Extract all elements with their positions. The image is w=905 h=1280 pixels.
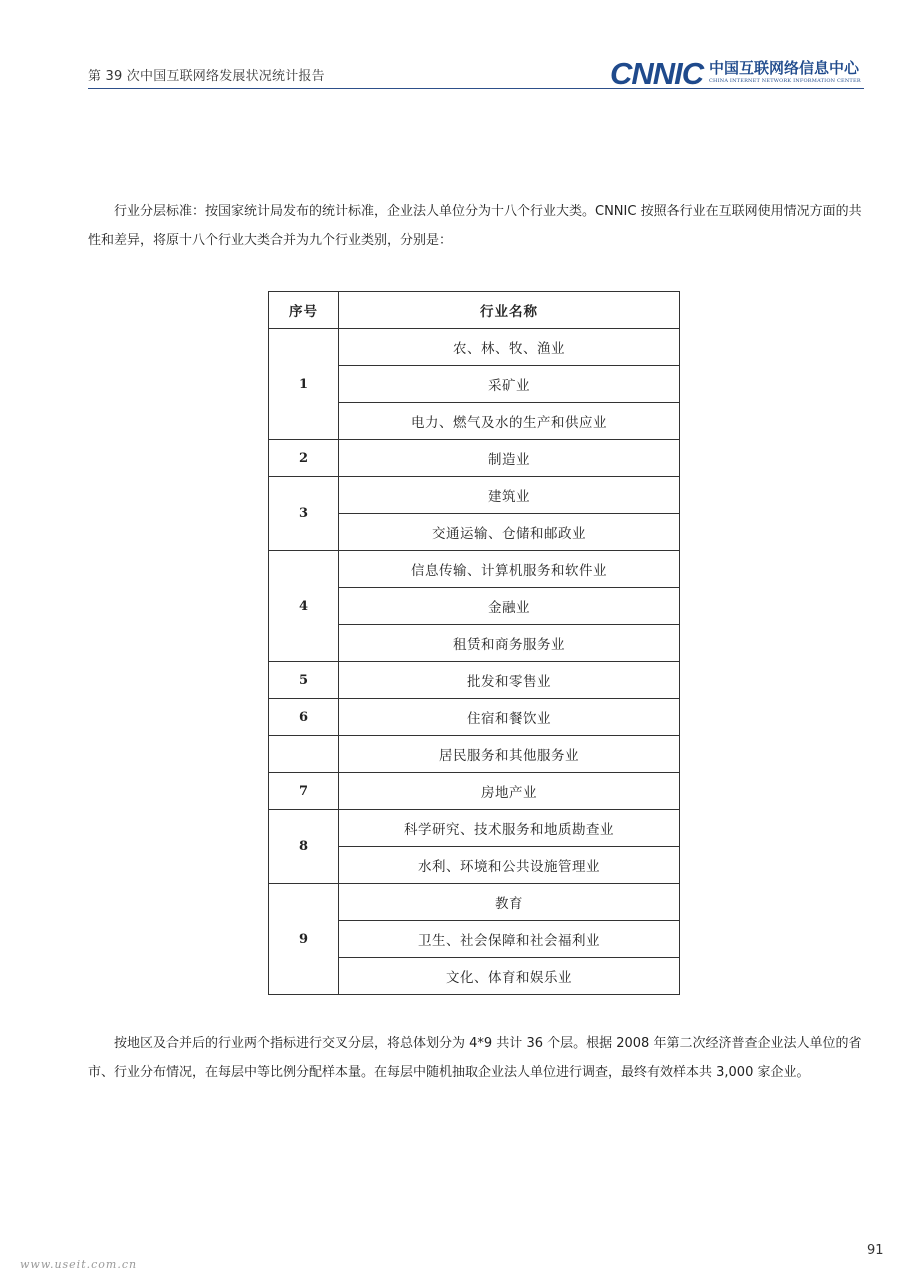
- group-number: 2: [269, 440, 339, 477]
- industry-name: 教育: [339, 884, 680, 921]
- page-number: 91: [867, 1243, 884, 1258]
- industry-name: 建筑业: [339, 477, 680, 514]
- stratification-paragraph: 按地区及合并后的行业两个指标进行交叉分层，将总体划分为 4*9 共计 36 个层。根据 2008 年第二次经济普查企业法人单位的省市、行业分布情况，在每层中等比例分配样本量。在每层中随机抽取企业法人单位进行调查，最终有效样本共 3,000 家企业。: [88, 1036, 862, 1080]
- industry-name: 电力、燃气及水的生产和供应业: [339, 403, 680, 440]
- industry-name: 居民服务和其他服务业: [339, 736, 680, 773]
- logo-mark: CNNIC: [610, 56, 704, 91]
- table-row: [269, 884, 680, 921]
- header-industry-name: 行业名称: [339, 292, 680, 329]
- industry-name: 信息传输、计算机服务和软件业: [339, 551, 680, 588]
- industry-name: 农、林、牧、渔业: [339, 329, 680, 366]
- table-row: [269, 736, 680, 773]
- table-header-row: [269, 292, 680, 329]
- table-row: [269, 440, 680, 477]
- table-row: [269, 773, 680, 810]
- table-row: [269, 329, 680, 366]
- logo-english-name: CHINA INTERNET NETWORK INFORMATION CENTER: [709, 78, 861, 84]
- industry-table-body: [269, 329, 680, 995]
- table-row: [269, 477, 680, 514]
- industry-name: 科学研究、技术服务和地质勘查业: [339, 810, 680, 847]
- industry-name: 批发和零售业: [339, 662, 680, 699]
- group-number: 1: [269, 329, 339, 440]
- group-number: 4: [269, 551, 339, 662]
- table-row: [269, 662, 680, 699]
- industry-name: 文化、体育和娱乐业: [339, 958, 680, 995]
- industry-name: 金融业: [339, 588, 680, 625]
- industry-name: 租赁和商务服务业: [339, 625, 680, 662]
- industry-name: 住宿和餐饮业: [339, 699, 680, 736]
- industry-table: [268, 291, 680, 995]
- header-serial-number: 序号: [269, 292, 339, 329]
- group-number: 3: [269, 477, 339, 551]
- logo-chinese-name: 中国互联网络信息中心: [709, 59, 860, 77]
- industry-name: 制造业: [339, 440, 680, 477]
- table-row: [269, 810, 680, 847]
- industry-name: 水利、环境和公共设施管理业: [339, 847, 680, 884]
- group-number: 6: [269, 699, 339, 736]
- group-number: [269, 736, 339, 773]
- table-row: [269, 551, 680, 588]
- header-divider: [88, 88, 864, 89]
- group-number: 7: [269, 773, 339, 810]
- table-row: [269, 699, 680, 736]
- report-title: 第 39 次中国互联网络发展状况统计报告: [88, 69, 325, 84]
- intro-paragraph: 行业分层标准：按国家统计局发布的统计标准，企业法人单位分为十八个行业大类。CNNIC 按照各行业在互联网使用情况方面的共性和差异，将原十八个行业大类合并为九个行业类别，分别是：: [88, 204, 862, 248]
- watermark: www.useit.com.cn: [20, 1258, 138, 1271]
- industry-name: 交通运输、仓储和邮政业: [339, 514, 680, 551]
- group-number: 9: [269, 884, 339, 995]
- group-number: 8: [269, 810, 339, 884]
- industry-name: 房地产业: [339, 773, 680, 810]
- industry-name: 采矿业: [339, 366, 680, 403]
- group-number: 5: [269, 662, 339, 699]
- industry-name: 卫生、社会保障和社会福利业: [339, 921, 680, 958]
